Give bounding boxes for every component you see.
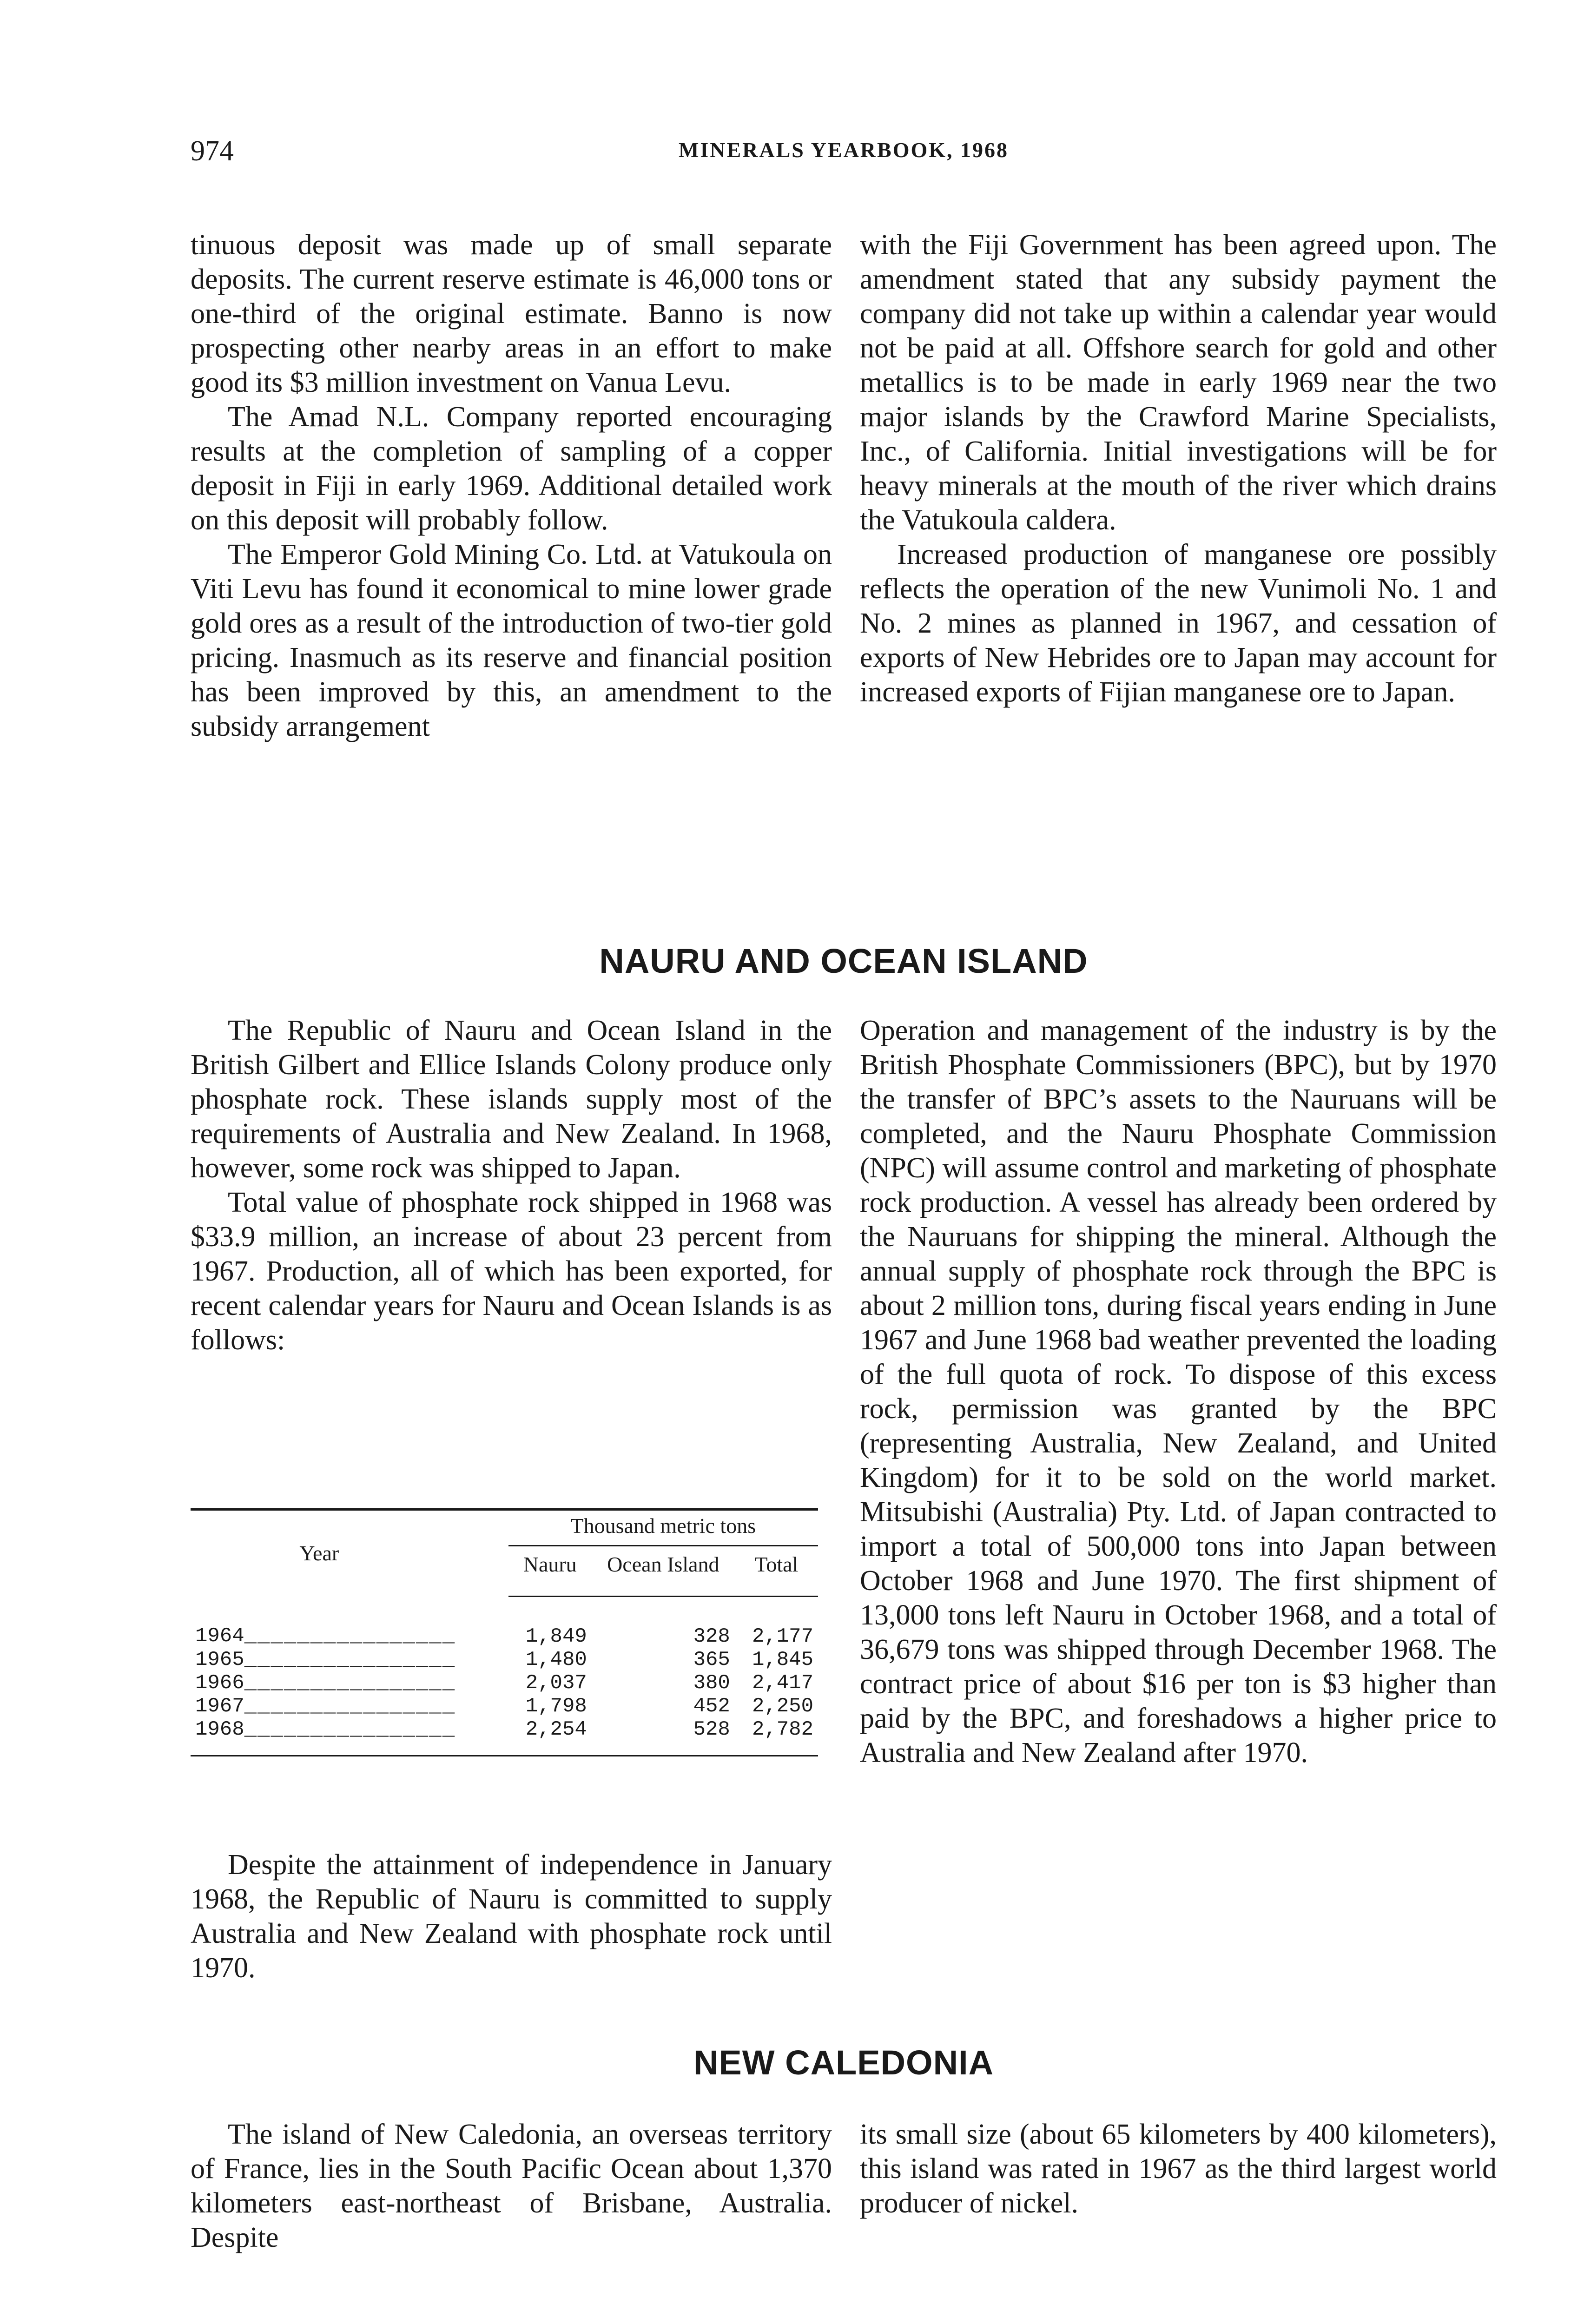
paragraph: The Emperor Gold Mining Co. Ltd. at Vatukoula on Viti Levu has found it economical to mine lower grade gold ores as a result of the introduction of two-tier gold pricing. Inasmuch as its reserve and financial position has been improved by this, an amendment to the subsidy arrangement xyxy=(191,539,832,742)
table-cell-nauru: 1,798 xyxy=(525,1695,587,1718)
nauru-right-column xyxy=(860,1013,1497,1770)
new-caledonia-left-column xyxy=(191,2117,832,2255)
paragraph: The Amad N.L. Company reported encouraging results at the completion of sampling of a copper deposit in Fiji in early 1969. Additional detailed work on this deposit will probably follow. xyxy=(191,401,832,536)
paragraph: The Republic of Nauru and Ocean Island in the British Gilbert and Ellice Islands Colony produce only phosphate rock. These islands supply most of the requirements of Australia and New Zealand. In 1968, however, some rock was shipped to Japan. xyxy=(191,1015,832,1184)
section-heading-nauru: NAURU AND OCEAN ISLAND xyxy=(599,942,1088,980)
table-cell-year: 1964 xyxy=(195,1624,244,1648)
table-header-group: Thousand metric tons xyxy=(508,1510,818,1546)
table-cell-nauru: 1,480 xyxy=(525,1648,587,1671)
table-row: 1965________________ 1,480 365 1,845 xyxy=(191,1648,818,1671)
nauru-left-column xyxy=(191,1013,832,1357)
table-cell-total: 2,177 xyxy=(752,1625,813,1648)
table-cell-total: 2,250 xyxy=(752,1695,813,1718)
table-cell-year: 1967 xyxy=(195,1695,244,1718)
paragraph: tinuous deposit was made up of small separate deposits. The current reserve estimate is 46,000 tons or one-third of the original estimate. Banno is now prospecting other nearby areas in an effort to make good its $3 million investment on Vanua Levu. xyxy=(191,229,832,398)
top-right-column xyxy=(860,228,1497,709)
page-number: 974 xyxy=(191,135,234,167)
paragraph: Total value of phosphate rock shipped in 1968 was $33.9 million, an increase of about 23 percent from 1967. Production, all of which has been exported, for recent calendar years for Nauru and Ocean Islands is as follows: xyxy=(191,1187,832,1356)
paragraph: The island of New Caledonia, an overseas territory of France, lies in the South Pacific Ocean about 1,370 kilometers east-northeast of Brisbane, Australia. Despite xyxy=(191,2119,832,2253)
table-cell-ocean: 452 xyxy=(693,1695,730,1718)
table-cell-year: 1968 xyxy=(195,1718,244,1741)
new-caledonia-right-column xyxy=(860,2117,1497,2220)
table-header-total: Total xyxy=(735,1546,818,1597)
table-header-year: Year xyxy=(191,1510,508,1597)
section-heading-new-caledonia: NEW CALEDONIA xyxy=(693,2043,994,2082)
table-cell-ocean: 365 xyxy=(693,1648,730,1671)
table-cell-year: 1965 xyxy=(195,1648,244,1671)
table-cell-total: 2,417 xyxy=(752,1671,813,1695)
table-cell-total: 1,845 xyxy=(752,1648,813,1671)
top-left-column xyxy=(191,228,832,744)
table-row: 1966________________ 2,037 380 2,417 xyxy=(191,1671,818,1695)
table-row: 1964________________ 1,849 328 2,177 xyxy=(191,1597,818,1649)
running-title: MINERALS YEARBOOK, 1968 xyxy=(678,138,1009,162)
page-header xyxy=(191,135,1497,172)
table-row: 1968________________ 2,254 528 2,782 xyxy=(191,1718,818,1756)
nauru-left-column-after-table xyxy=(191,1848,832,1985)
table-cell-nauru: 2,037 xyxy=(525,1671,587,1695)
table-cell-nauru: 2,254 xyxy=(508,1718,592,1756)
table-row: 1967________________ 1,798 452 2,250 xyxy=(191,1695,818,1718)
table-cell-total: 2,782 xyxy=(735,1718,818,1756)
table-cell-ocean: 528 xyxy=(592,1718,735,1756)
phosphate-production-table xyxy=(191,1508,818,1756)
table-cell-nauru: 1,849 xyxy=(525,1625,587,1648)
table-header-ocean-island: Ocean Island xyxy=(592,1546,735,1597)
paragraph: Operation and management of the industry is by the British Phosphate Commissioners (BPC), but by 1970 the transfer of BPC’s assets to the Nauruans will be completed, and the Nauru Phosphate Commission (NPC) will assume control and marketing of phosphate rock production. A vessel has already been ordered by the Nauruans for shipping the mineral. Although the annual supply of phosphate rock through the BPC is about 2 million tons, during fiscal years ending in June 1967 and June 1968 bad weather prevented the loading of the full quota of rock. To dispose of this excess rock, permission was granted by the BPC (representing Australia, New Zealand, and United Kingdom) for it to be sold on the world market. Mitsubishi (Australia) Pty. Ltd. of Japan contracted to import a total of 500,000 tons into Japan between October 1968 and June 1970. The first shipment of 13,000 tons left Nauru in October 1968, and a total of 36,679 tons was shipped through December 1968. The contract price of about $16 per ton is $3 higher than paid by the BPC, and foreshadows a higher price to Australia and New Zealand after 1970. xyxy=(860,1015,1497,1769)
paragraph: Increased production of manganese ore possibly reflects the operation of the new Vunimoli No. 1 and No. 2 mines as planned in 1967, and cessation of exports of New Hebrides ore to Japan may account for increased exports of Fijian manganese ore to Japan. xyxy=(860,539,1497,708)
table-cell-ocean: 328 xyxy=(693,1625,730,1648)
table-cell-ocean: 380 xyxy=(693,1671,730,1695)
table-cell-year: 1966 xyxy=(195,1671,244,1695)
paragraph: Despite the attainment of independence in January 1968, the Republic of Nauru is committed to supply Australia and New Zealand with phosphate rock until 1970. xyxy=(191,1849,832,1984)
table-header-nauru: Nauru xyxy=(508,1546,592,1597)
paragraph: its small size (about 65 kilometers by 400 kilometers), this island was rated in 1967 as the third largest world producer of nickel. xyxy=(860,2119,1497,2219)
paragraph: with the Fiji Government has been agreed upon. The amendment stated that any subsidy payment the company did not take up within a calendar year would not be paid at all. Offshore search for gold and other metallics is to be made in early 1969 near the two major islands by the Crawford Marine Specialists, Inc., of California. Initial investigations will be for heavy minerals at the mouth of the river which drains the Vatukoula caldera. xyxy=(860,229,1497,536)
